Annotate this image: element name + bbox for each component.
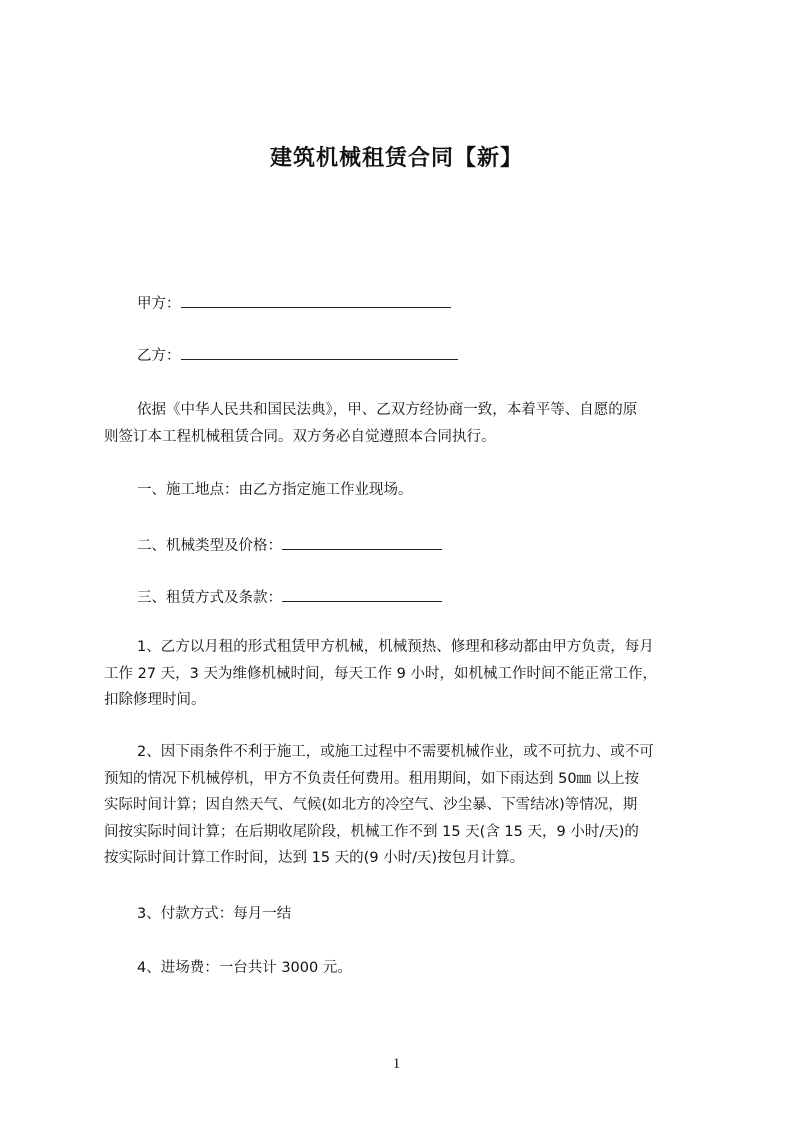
party-b-blank xyxy=(181,343,458,360)
clause-machine-type-label: 二、机械类型及价格： xyxy=(137,538,282,554)
party-a-blank xyxy=(181,291,451,308)
clause-construction-site: 一、施工地点：由乙方指定施工作业现场。 xyxy=(137,482,413,498)
item-3-payment: 3、付款方式：每月一结 xyxy=(137,906,292,922)
item-2-paragraph xyxy=(104,739,704,872)
item-1-paragraph xyxy=(104,634,704,714)
party-b-label: 乙方： xyxy=(137,348,181,364)
clause-rental-terms-label: 三、租赁方式及条款： xyxy=(137,590,282,606)
item-2-line: 按实际时间计算工作时间，达到 15 天的(9 小时/天)按包月计算。 xyxy=(104,850,525,866)
item-1-line: 工作 27 天，3 天为维修机械时间，每天工作 9 小时，如机械工作时间不能正常工作， xyxy=(104,665,657,682)
item-4-entry-fee: 4、进场费：一台共计 3000 元。 xyxy=(137,960,352,976)
clause-machine-type-line xyxy=(104,533,737,556)
page-number: 1 xyxy=(392,1056,401,1072)
preamble-paragraph xyxy=(104,397,704,450)
preamble-line: 则签订本工程机械租赁合同。双方务必自觉遵照本合同执行。 xyxy=(104,428,496,445)
party-a-line xyxy=(104,291,737,314)
item-1-line: 1、乙方以月租的形式租赁甲方机械，机械预热、修理和移动都由甲方负责，每月 xyxy=(137,639,654,655)
preamble-line: 依据《中华人民共和国民法典》，甲、乙双方经协商一致，本着平等、自愿的原 xyxy=(137,402,638,418)
party-a-label: 甲方： xyxy=(137,296,181,312)
machine-type-blank xyxy=(282,533,442,550)
clause-rental-terms-line xyxy=(104,585,737,608)
rental-terms-blank xyxy=(282,585,442,602)
document-title: 建筑机械租赁合同【新】 xyxy=(269,146,523,171)
item-2-line: 2、因下雨条件不利于施工，或施工过程中不需要机械作业，或不可抗力、或不可 xyxy=(137,744,654,760)
party-b-line xyxy=(104,343,737,366)
item-2-line: 预知的情况下机械停机，甲方不负责任何费用。租用期间，如下雨达到 50㎜ 以上按 xyxy=(104,770,640,787)
item-1-line: 扣除修理时间。 xyxy=(104,692,206,708)
item-2-line: 实际时间计算；因自然天气、气候(如北方的冷空气、沙尘暴、下雪结冰)等情况，期 xyxy=(104,797,638,813)
item-2-line: 间按实际时间计算；在后期收尾阶段，机械工作不到 15 天(含 15 天，9 小时/天)的 xyxy=(104,823,639,840)
